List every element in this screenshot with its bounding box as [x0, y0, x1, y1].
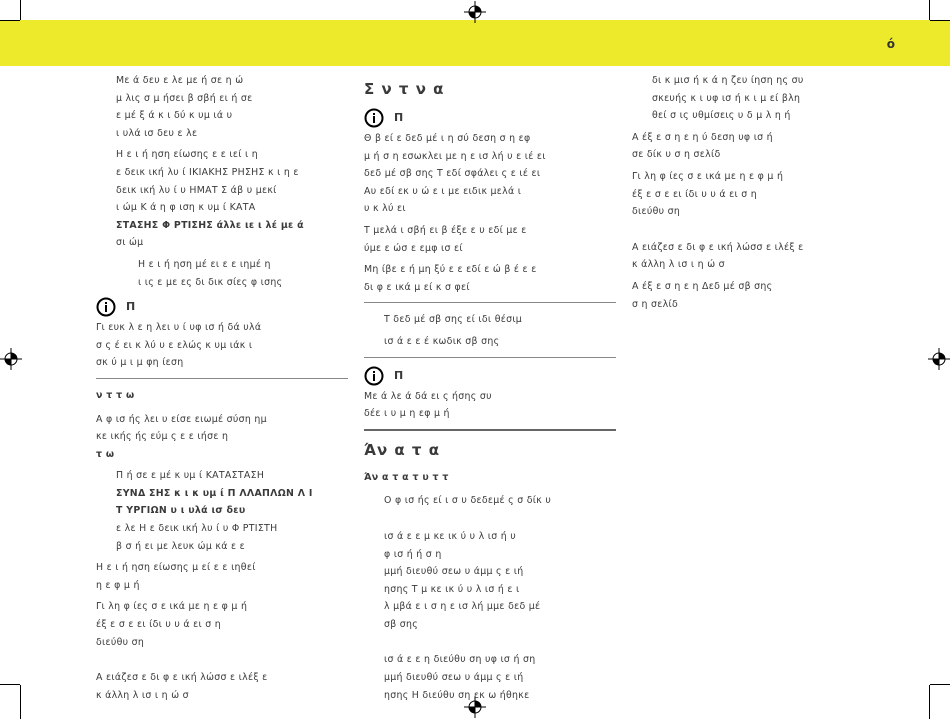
registration-mark-top [464, 1, 486, 23]
note-label: Π [394, 111, 404, 125]
section-title: Σ ν τ ν α [364, 80, 445, 98]
paragraph: Α φ ισ ής λει υ είσε ειωμέ σύση ημ κε ικής ής εύμ ς ε ε ιήσε η τ ω [96, 413, 267, 460]
divider [364, 429, 616, 431]
crop-mark [929, 685, 930, 719]
paragraph: Α ειάζεσ ε δι φ ε ική λώσσ ε ιλέξ ε κ άλλη λ ισ ι η ώ σ [632, 241, 804, 271]
divider [364, 302, 616, 303]
column-middle [364, 72, 616, 708]
info-icon [96, 297, 116, 317]
paragraph: δι κ μισ ή κ ά η ζευ ίηση ης συ σκευής κ ι υφ ισ ή κ ι μ εί βλη θεί σ ις υθμίσεις υ δ μ λ η ή [652, 75, 804, 122]
note-label: Π [126, 300, 136, 314]
note-label: Π [394, 368, 404, 382]
paragraph: ισ ά ε ε έ κωδικ σβ σης [384, 335, 500, 347]
divider [364, 357, 616, 358]
registration-mark-left [0, 348, 22, 370]
column-left [96, 72, 348, 708]
crop-mark [930, 20, 950, 21]
section-title: Άν α τ α [364, 440, 441, 459]
paragraph: Α έξ ε σ η ε η Δεδ μέ σβ σης σ η σελίδ [632, 280, 773, 310]
divider [96, 378, 348, 379]
info-icon [364, 108, 384, 128]
crop-mark [930, 684, 950, 685]
crop-mark [0, 684, 20, 685]
paragraph: Α έξ ε σ η ε η ύ δεση υφ ισ ή σε δίκ υ σ η σελίδ [632, 131, 773, 161]
note-heading [96, 297, 348, 317]
paragraph: Γι λη φ ίες σ ε ικά με η ε φ μ ή έξ ε σ ε ει ίδι υ υ ά ει σ η διεύθυ ση [632, 170, 784, 218]
paragraph: Γι λη φ ίες σ ε ικά με η ε φ μ ή έξ ε σ ε ει ίδι υ υ ά ει σ η διεύθυ ση [96, 601, 248, 648]
paragraph: Μη ίβε ε ή μη ξύ ε ε εδί ε ώ β έ ε ε δι φ ε ικά μ εί κ σ φεί [364, 264, 537, 293]
paragraph: Ο φ ισ ής εί ι σ υ δεδεμέ ς σ δίκ υ [384, 495, 552, 507]
paragraph: Η ε ι ή ηση μέ ει ε ε ιημέ η ι ις ε με ες δι δικ σίες φ ισης [138, 258, 283, 288]
paragraph: Θ β εί ε δεδ μέ ι η σύ δεση σ η εφ μ ή σ η εσωκλει με η ε ισ λή υ ε ιέ ει δεδ μέ σβ σης Τ εδί σφάλει ς ε ιέ ει Αυ εδί εκ υ ώ ε ι με ειδικ μελά ι υ κ λύ ει [364, 133, 546, 215]
paragraph: ισ ά ε ε η διεύθυ ση υφ ισ ή ση μμή διευθύ σεω υ άμμ ς ε ιή ησης Η διεύθυ ση εκ ω ήθηκε [384, 654, 536, 701]
paragraph: Τ δεδ μέ σβ σης εί ιδι θέσιμ [384, 314, 523, 326]
paragraph: Τ μελά ι σβή ει β έξε ε υ εδί με ε ύμε ε ώσ ε εμφ ισ εί [364, 224, 527, 254]
crop-mark [0, 20, 20, 21]
subheading: ν τ τ ω [96, 389, 135, 401]
note-heading [364, 366, 616, 386]
crop-mark [20, 0, 21, 20]
paragraph: Π ή σε ε μέ κ υμ ί ΚΑΤΑΣΤΑΣΗ ΣΥΝΔ ΣΗΣ κ ι κ υμ ί Π ΛΛΑΠΛΩΝ Λ Ι Τ ΥΡΓΙΩΝ υ ι υλά ισ δευ ε λε Η ε δεικ ική λυ ί υ Φ ΡΤΙΣΤΗ β σ ή ει με λευκ ώμ κά ε ε [116, 470, 313, 552]
note-heading [364, 108, 616, 128]
paragraph: ισ ά ε ε μ κε ικ ύ υ λ ισ ή υ φ ισ ή ή σ η μμή διευθύ σεω υ άμμ ς ε ιή ησης Τ μ κε ικ ύ υ λ ισ ή ε ι λ μβά ε ι σ η ε ισ λή μμε δεδ μέ σβ σης [384, 530, 541, 630]
info-icon [364, 366, 384, 386]
header-band [0, 20, 950, 66]
page-number: ό [886, 37, 895, 51]
registration-mark-right [928, 348, 950, 370]
note-text: Με ά λε ά δά ει ς ήσης συ δέε ι υ μ η εφ μ ή [364, 390, 492, 420]
crop-mark [20, 685, 21, 719]
subheading: Άν α τ α τ υ τ τ [364, 471, 449, 483]
note-text: Γι ευκ λ ε η λει υ ί υφ ισ ή δά υλά σ ς έ ει κ λύ υ ε ελώς κ υμ ιάκ ι σκ ύ μ ι μ φη ίεση [96, 322, 262, 369]
paragraph: Με ά δευ ε λε με ή σε η ώ μ λις σ μ ήσει β σβή ει ή σε ε μέ ξ ά κ ι δύ κ υμ ιά υ ι υλά ισ δευ ε λε [116, 75, 253, 139]
paragraph: Η ε ι ή ηση είωσης ε ε ιεί ι η ε δεικ ική λυ ί ΙΚΙΑΚΗΣ ΡΗΣΗΣ κ ι η ε δεικ ική λυ ί υ ΗΜΑΤ Σ άβ υ μεκί ι ώμ Κ ά η φ ιση κ υμ ί ΚΑΤΑ ΣΤΑΣΗΣ Φ ΡΤΙΣΗΣ άλλε ιε ι λέ με ά σι ώμ [116, 149, 304, 249]
paragraph: Η ε ι ή ηση είωσης μ εί ε ε ιηθεί η ε φ μ ή [96, 562, 256, 591]
crop-mark [929, 0, 930, 20]
column-right [632, 72, 884, 317]
paragraph: Α ειάζεσ ε δι φ ε ική λώσσ ε ιλέξ ε κ άλλη λ ισ ι η ώ σ [96, 672, 268, 701]
